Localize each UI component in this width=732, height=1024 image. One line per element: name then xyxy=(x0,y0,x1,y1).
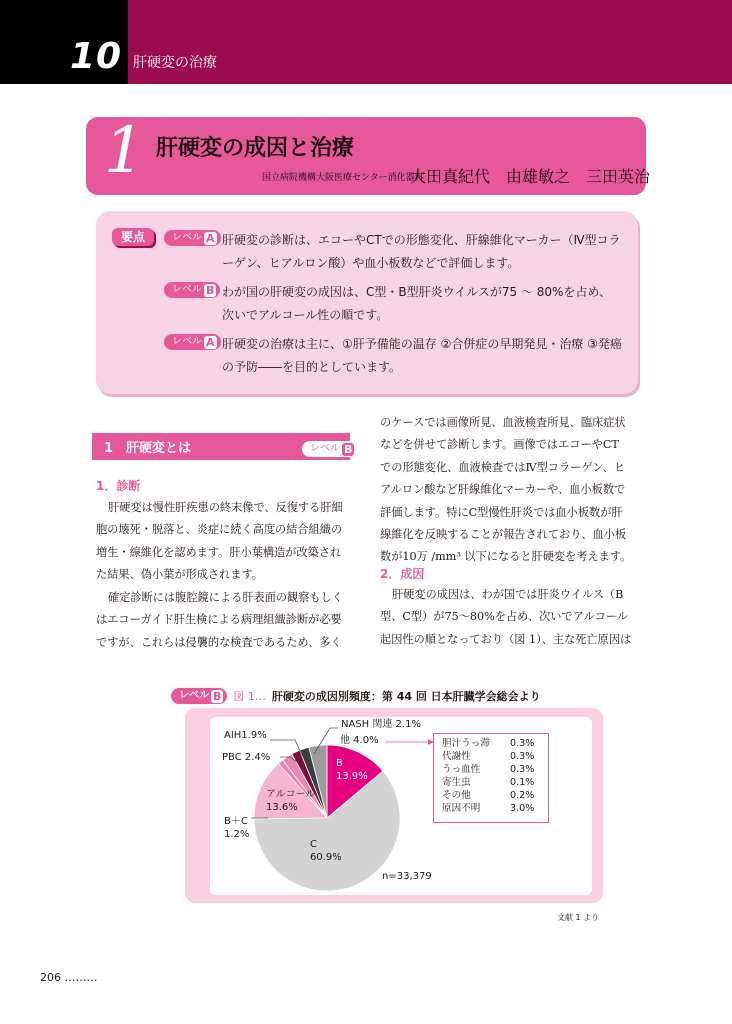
legend-row: 寄生虫 0.1% xyxy=(442,777,535,788)
paragraph-diagnosis-2: 確定診断には腹腔鏡による肝表面の観察もしく はエコーガイド肝生検による病理組織診断が必要 ですが、これらは侵襲的な検査であるため、多く xyxy=(96,591,343,649)
label-c: C 60.9% xyxy=(310,839,342,863)
key-point-1: 肝硬変の診断は、エコーやCTでの形態変化、肝線維化マーカー（Ⅳ型コラ ーゲン、ヒアルロン酸）や血小板数などで評価します。 xyxy=(222,233,621,270)
affiliation: 国立病院機構大阪医療センター消化器科 xyxy=(262,173,424,183)
section-title: 1 肝硬変とは xyxy=(104,441,192,456)
other-breakdown-legend xyxy=(433,733,549,823)
label-alcohol: アルコール 13.6% xyxy=(266,789,316,813)
legend-row: 胆汁うっ滞 0.3% xyxy=(442,738,535,749)
paragraph-diagnosis-1: 肝硬変は慢性肝疾患の終末像で、反復する肝細 胞の壊死・脱落と、炎症に続く高度の結合組織の 増生・線維化を認めます。肝小葉構造が改築され た結果、偽小葉が形成されます。 xyxy=(96,501,343,582)
paragraph-diagnosis-cont: のケースでは画像所見、血液検査所見、臨床症状 などを併せて診断します。画像ではエコーやCT での形態変化、血液検査ではⅣ型コラーゲン、ヒ アルロン酸など肝線維化マーカーや、血小板数で 評価します。特にC型慢性肝炎では血小板数が肝 線維化を反映することが報告されており、血小板 数が10万 /mm³ 以下になると肝硬変を考えます。 xyxy=(380,416,632,564)
section-level-badge: レベル B xyxy=(302,441,358,457)
paragraph-causes: 肝硬変の成因は、わが国では肝炎ウイルス（B 型、C型）が75～80%を占め、次いでアルコール 起因性の順となっており（図 1）、主な死亡原因は xyxy=(380,588,632,646)
key-point-3: 肝硬変の治療は主に、①肝予備能の温存 ②合併症の早期発見・治療 ③発癌 の予防――を目的としています。 xyxy=(222,337,622,374)
figure-level-badge: レベル B xyxy=(171,688,227,704)
legend-row: その他 0.2% xyxy=(442,790,535,801)
sample-size: n=33,379 xyxy=(382,871,432,882)
level-badge-a: レベル A xyxy=(164,230,221,246)
key-points-badge: 要点 xyxy=(112,228,154,246)
label-nash: NASH 関連 2.1% xyxy=(341,719,421,730)
level-badge-b: レベル B xyxy=(164,282,220,298)
label-aih: AIH1.9% xyxy=(224,730,267,741)
legend-row: うっ血性 0.3% xyxy=(442,764,535,775)
level-badge-a: レベル A xyxy=(164,334,221,350)
legend-row: 代謝性 0.3% xyxy=(442,751,535,762)
article-title: 肝硬変の成因と治療 xyxy=(156,136,355,161)
legend-row: 原因不明 3.0% xyxy=(442,803,535,814)
figure-source: 文献 1 より xyxy=(557,913,600,922)
figure-caption: レベル B 図 1… 肝硬変の成因別頻度：第 44 回 日本肝臓学会総会より xyxy=(171,688,541,704)
page-number: 206 ……… xyxy=(40,971,98,984)
label-other: 他 4.0% xyxy=(340,735,379,746)
authors: 大田真紀代 由雄敏之 三田英治 xyxy=(410,167,651,186)
article-number: 1 xyxy=(104,114,145,188)
subheading-diagnosis: 1．診断 xyxy=(96,479,141,493)
key-point-2: わが国の肝硬変の成因は、C型・B型肝炎ウイルスが75 ～ 80%を占め、 次いでアルコール性の順です。 xyxy=(222,285,611,322)
chapter-number: 10 xyxy=(70,36,123,77)
chapter-title: 肝硬変の治療 xyxy=(133,55,217,71)
label-pbc: PBC 2.4% xyxy=(222,752,271,763)
label-b: B 13.9% xyxy=(336,758,368,782)
label-bc: B＋C 1.2% xyxy=(224,816,250,840)
subheading-causes: 2．成因 xyxy=(380,567,425,581)
